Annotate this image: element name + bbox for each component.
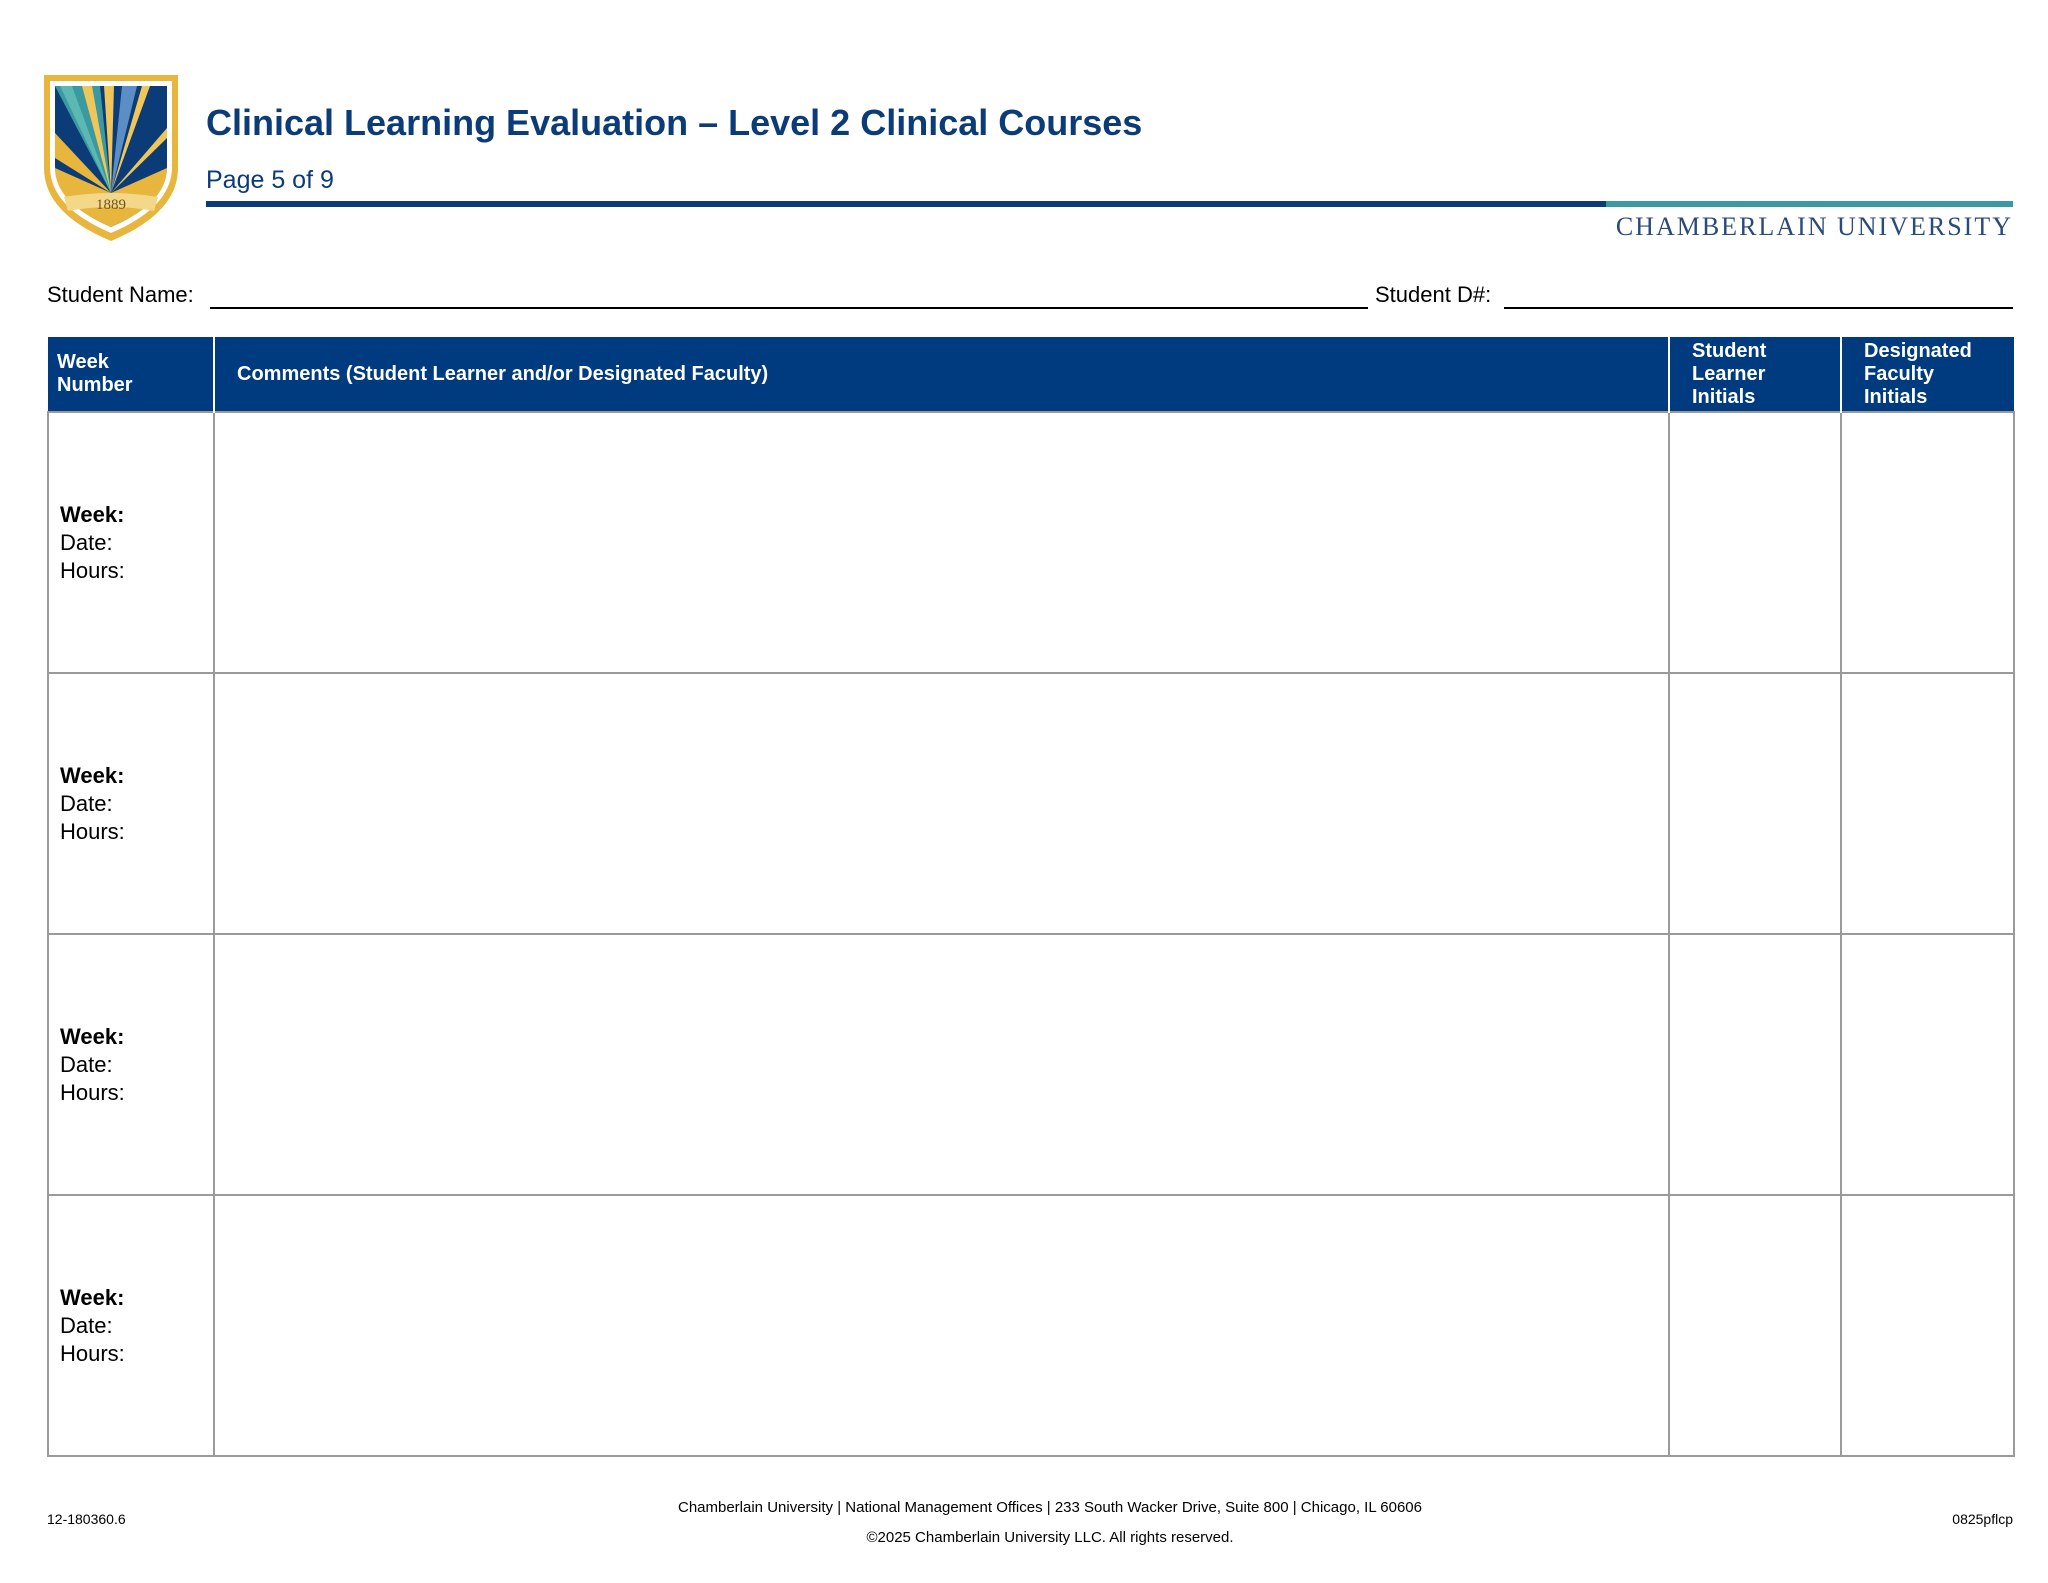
date-label: Date:: [60, 529, 113, 555]
comments-cell[interactable]: [214, 412, 1669, 673]
header-student-initials: Student Learner Initials: [1669, 337, 1841, 412]
university-wordmark: CHAMBERLAIN UNIVERSITY: [1615, 212, 2013, 241]
university-crest-logo: [42, 73, 180, 243]
date-label: Date:: [60, 1051, 113, 1077]
header-rule-teal: [1606, 201, 2013, 207]
student-initials-cell[interactable]: [1669, 1195, 1841, 1456]
header-faculty-initials: Designated Faculty Initials: [1841, 337, 2014, 412]
weekly-evaluation-table: [47, 337, 2015, 1457]
week-cell[interactable]: [48, 673, 214, 934]
comments-cell[interactable]: [214, 1195, 1669, 1456]
student-initials-cell[interactable]: [1669, 673, 1841, 934]
student-id-field[interactable]: [1504, 307, 2013, 309]
week-cell[interactable]: [48, 1195, 214, 1456]
footer-copyright: ©2025 Chamberlain University LLC. All rights reserved.: [866, 1529, 1234, 1546]
student-name-label: Student Name:: [47, 282, 194, 307]
week-label: Week:: [60, 1284, 125, 1310]
logo-year: 1889: [96, 197, 126, 213]
date-label: Date:: [60, 1312, 113, 1338]
week-label: Week:: [60, 1023, 125, 1049]
table-row: [48, 673, 2014, 934]
week-label: Week:: [60, 762, 125, 788]
faculty-initials-cell[interactable]: [1841, 673, 2014, 934]
page-number: Page 5 of 9: [206, 166, 334, 194]
table-header-row: [48, 337, 2014, 412]
form-code: 0825pflcp: [1952, 1511, 2013, 1527]
comments-cell[interactable]: [214, 673, 1669, 934]
footer-address: Chamberlain University | National Management Offices | 233 South Wacker Drive, Suite 800 | Chicago, IL 60606: [677, 1499, 1422, 1516]
student-id-label: Student D#:: [1375, 282, 1492, 307]
faculty-initials-cell[interactable]: [1841, 934, 2014, 1195]
table-row: [48, 1195, 2014, 1456]
comments-cell[interactable]: [214, 934, 1669, 1195]
student-name-field[interactable]: [210, 307, 1368, 309]
student-initials-cell[interactable]: [1669, 934, 1841, 1195]
week-cell[interactable]: [48, 934, 214, 1195]
date-label: Date:: [60, 790, 113, 816]
header-rule-blue: [206, 201, 1606, 207]
page-title: Clinical Learning Evaluation – Level 2 Clinical Courses: [206, 102, 1143, 143]
table-row: [48, 934, 2014, 1195]
table-row: [48, 412, 2014, 673]
week-label: Week:: [60, 501, 125, 527]
week-cell[interactable]: [48, 412, 214, 673]
hours-label: Hours:: [60, 818, 125, 844]
document-code: 12-180360.6: [47, 1511, 126, 1527]
faculty-initials-cell[interactable]: [1841, 1195, 2014, 1456]
header-comments: Comments (Student Learner and/or Designated Faculty): [214, 337, 1669, 412]
hours-label: Hours:: [60, 557, 125, 583]
student-initials-cell[interactable]: [1669, 412, 1841, 673]
header-week-number: Week Number: [48, 337, 214, 412]
faculty-initials-cell[interactable]: [1841, 412, 2014, 673]
hours-label: Hours:: [60, 1079, 125, 1105]
student-info-line: [47, 282, 2013, 312]
hours-label: Hours:: [60, 1340, 125, 1366]
